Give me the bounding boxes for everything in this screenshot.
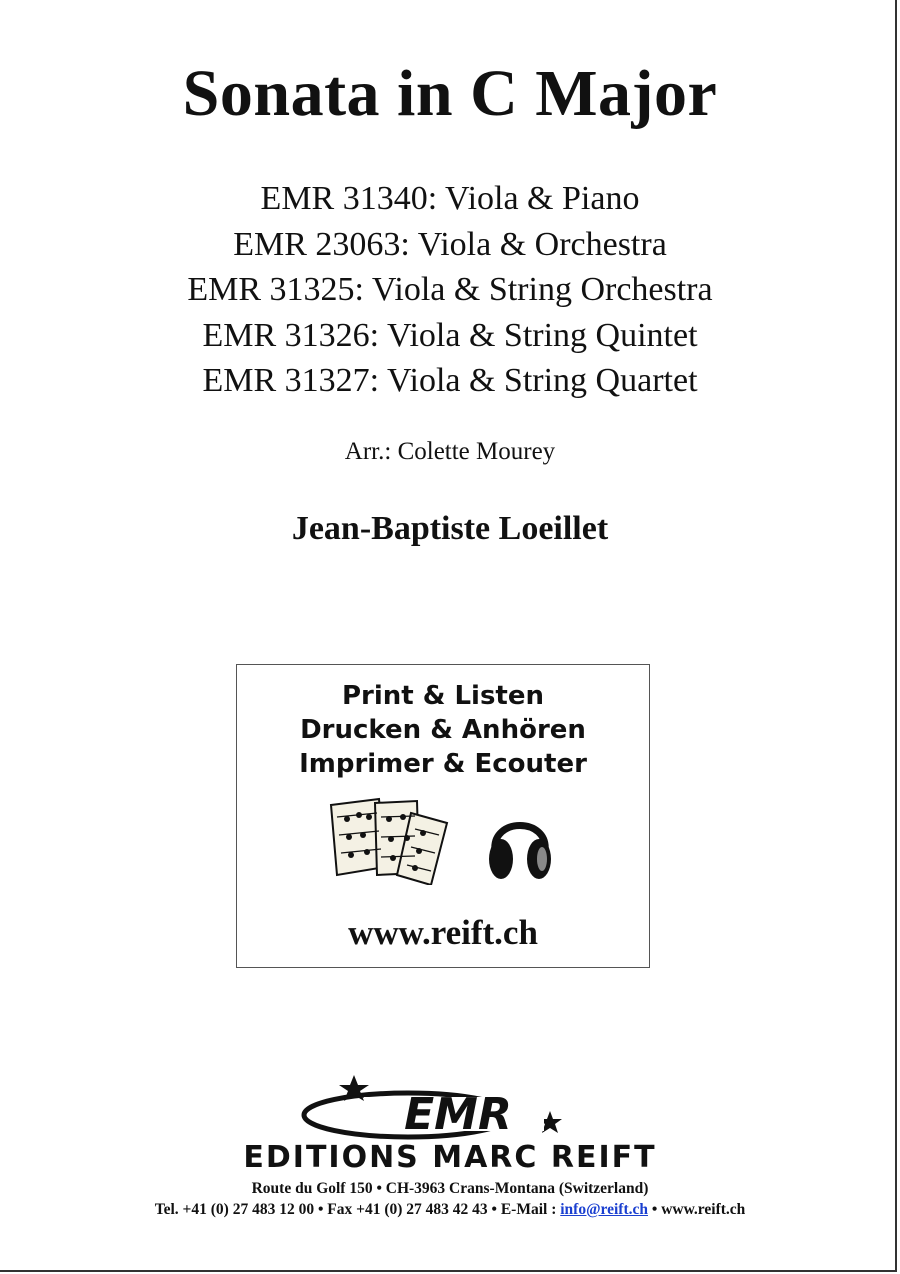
email-link[interactable]: info@reift.ch — [560, 1201, 648, 1218]
website: www.reift.ch — [661, 1201, 746, 1218]
headphones-icon — [487, 803, 553, 885]
edition-item: EMR 31340: Viola & Piano — [260, 180, 640, 217]
email-label: E-Mail : — [500, 1201, 557, 1218]
promo-website: www.reift.ch — [348, 913, 538, 952]
promo-line: Print & Listen — [341, 681, 545, 711]
edition-list — [0, 176, 900, 404]
edition-item: EMR 31326: Viola & String Quintet — [202, 316, 698, 354]
sheet-music-icon — [327, 795, 457, 885]
emr-logo — [298, 1075, 573, 1141]
publisher-name: EDITIONS MARC REIFT — [243, 1140, 657, 1175]
contact-line — [0, 1201, 900, 1219]
edition-item: EMR 31325: Viola & String Orchestra — [187, 271, 713, 308]
promo-line: Imprimer & Ecouter — [299, 749, 587, 779]
promo-text — [237, 679, 649, 781]
emr-logo-text: EMR — [404, 1089, 512, 1140]
composer: Jean-Baptiste Loeillet — [291, 510, 609, 547]
promo-line: Drucken & Anhören — [300, 715, 586, 745]
edition-item: EMR 31327: Viola & String Quartet — [202, 362, 698, 399]
phone-number: Tel. +41 (0) 27 483 12 00 — [154, 1201, 315, 1218]
print-listen-box — [236, 664, 650, 968]
separator: • — [317, 1201, 324, 1218]
page-title: Sonata in C Major — [182, 57, 718, 130]
edition-item: EMR 23063: Viola & Orchestra — [233, 225, 667, 263]
separator: • — [491, 1201, 497, 1218]
publisher-address: Route du Golf 150 • CH-3963 Crans-Montana (Switzerland) — [251, 1180, 649, 1197]
fax-number: Fax +41 (0) 27 483 42 43 — [327, 1201, 488, 1218]
separator: • — [651, 1201, 658, 1218]
arranger: Arr.: Colette Mourey — [344, 438, 556, 465]
